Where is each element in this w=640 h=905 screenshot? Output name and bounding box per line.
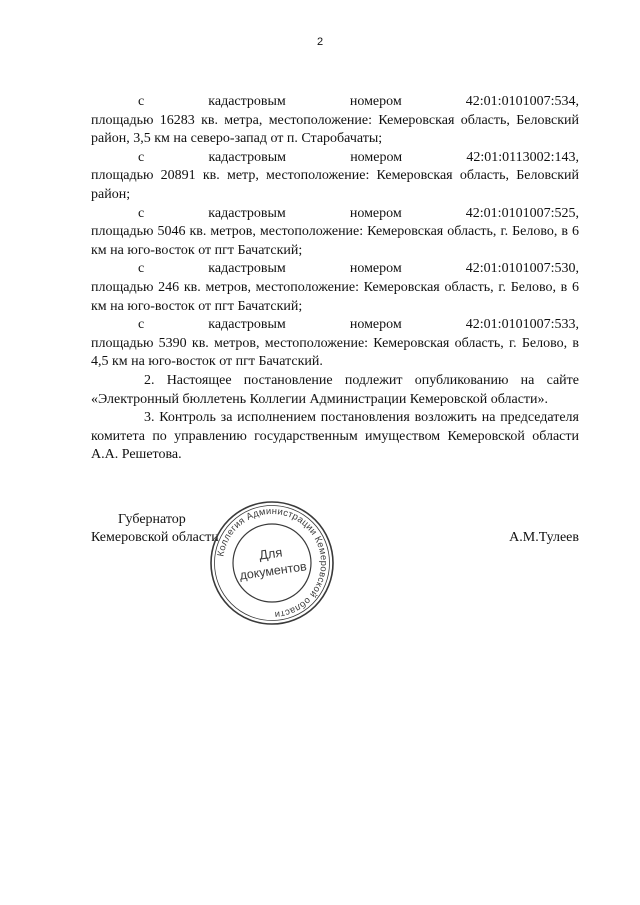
- signatory-region: Кемеровской области: [91, 530, 219, 545]
- seal-ring-text: Коллегия Администрации Кемеровской области: [214, 504, 331, 622]
- entry-word: номером: [349, 317, 402, 333]
- paragraph-control: 3. Контроль за исполнением постановления возложить на председателя комитета по управлению государственным имуществом Кемеровской области А.А. Решетова.: [91, 410, 579, 463]
- seal-center-text: документов: [238, 559, 308, 583]
- entry-details: площадью 5046 кв. метров, местоположение: Кемеровская область, г. Белово, в 6 км на юго-восток от пгт Бачатский;: [91, 224, 579, 258]
- seal-center-text: Для: [258, 544, 284, 563]
- paragraph-publication: 2. Настоящее постановление подлежит опубликованию на сайте «Электронный бюллетень Коллегии Администрации Кемеровской области».: [91, 372, 579, 407]
- cadastral-number: 42:01:0101007:530,: [465, 261, 579, 277]
- entry-details: площадью 20891 кв. метр, местоположение: Кемеровская область, Беловский район;: [91, 168, 579, 202]
- cadastral-entry: [91, 93, 579, 149]
- entry-details: площадью 246 кв. метров, местоположение: Кемеровская область, г. Белово, в 6 км на юго-восток от пгт Бачатский;: [91, 279, 579, 314]
- entry-details: площадью 16283 кв. метра, местоположение: Кемеровская область, Беловский район, 3,5 км на северо-запад от п. Старобачаты;: [91, 112, 579, 147]
- entry-word: с: [138, 149, 145, 165]
- entry-word: кадастровым: [208, 94, 286, 109]
- entry-details: площадью 5390 кв. метров, местоположение: Кемеровская область, г. Белово, в 4,5 км на юго-восток от пгт Бачатский.: [91, 335, 579, 370]
- cadastral-entry: [91, 205, 579, 261]
- entry-word: с: [138, 317, 145, 333]
- entry-word: номером: [349, 205, 402, 221]
- signatory-title: Губернатор: [118, 512, 186, 527]
- entry-word: кадастровым: [208, 317, 286, 333]
- cadastral-entry: [91, 149, 579, 205]
- page-number: 2: [316, 36, 324, 48]
- document-body: [91, 93, 579, 465]
- cadastral-number: 42:01:0101007:525,: [465, 205, 579, 221]
- cadastral-number: 42:01:0113002:143,: [466, 149, 579, 165]
- entry-word: номером: [350, 149, 403, 165]
- entry-word: кадастровым: [208, 149, 286, 165]
- cadastral-number: 42:01:0101007:533,: [465, 317, 579, 333]
- entry-word: с: [138, 94, 145, 109]
- cadastral-entry: [91, 260, 579, 316]
- entry-word: с: [138, 205, 145, 221]
- entry-word: кадастровым: [208, 261, 286, 277]
- cadastral-number: 42:01:0101007:534,: [465, 94, 579, 109]
- entry-word: с: [138, 261, 145, 277]
- entry-word: кадастровым: [208, 205, 286, 221]
- signatory-name: А.М.Тулеев: [509, 530, 579, 545]
- signature-block: [91, 511, 579, 551]
- cadastral-entry: [91, 316, 579, 372]
- official-seal-stamp: [209, 500, 335, 626]
- entry-word: номером: [349, 261, 402, 277]
- entry-word: номером: [349, 94, 402, 109]
